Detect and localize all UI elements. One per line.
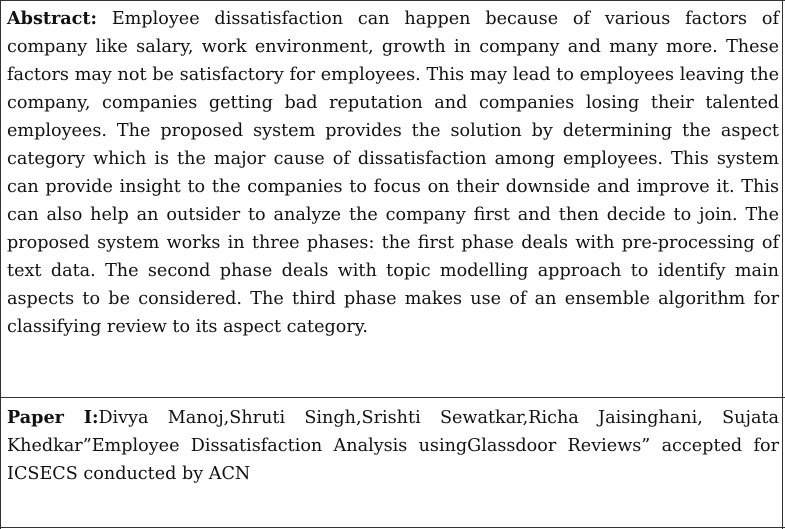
paper-citation (7, 404, 779, 488)
top-rule (0, 0, 785, 1)
paper-text: Divya Manoj,Shruti Singh,Srishti Sewatkar,Richa Jaisinghani, Sujata Khedkar”Employee Dissatisfaction Analysis usingGlassdoor Reviews” accepted for ICSECS conducted by ACN (7, 408, 779, 484)
abstract-paragraph (7, 5, 779, 341)
bottom-rule (0, 527, 785, 528)
abstract-label: Abstract: (7, 8, 97, 29)
section-divider (0, 397, 785, 398)
paper-label: Paper I: (7, 407, 99, 428)
abstract-text: Employee dissatisfaction can happen because of various factors of company like salary, work environment, growth in company and many more. These factors may not be satisfactory for employees. This may lead to employees leaving the company, companies getting bad reputation and companies losing their talented employees. The proposed system provides the solution by determining the aspect category which is the major cause of dissatisfaction among employees. This system can provide insight to the companies to focus on their downside and improve it. This can also help an outsider to analyze the company first and then decide to join. The proposed system works in three phases: the first phase deals with pre-processing of text data. The second phase deals with topic modelling approach to identify main aspects to be considered. The third phase makes use of an ensemble algorithm for classifying review to its aspect category. (7, 9, 779, 337)
